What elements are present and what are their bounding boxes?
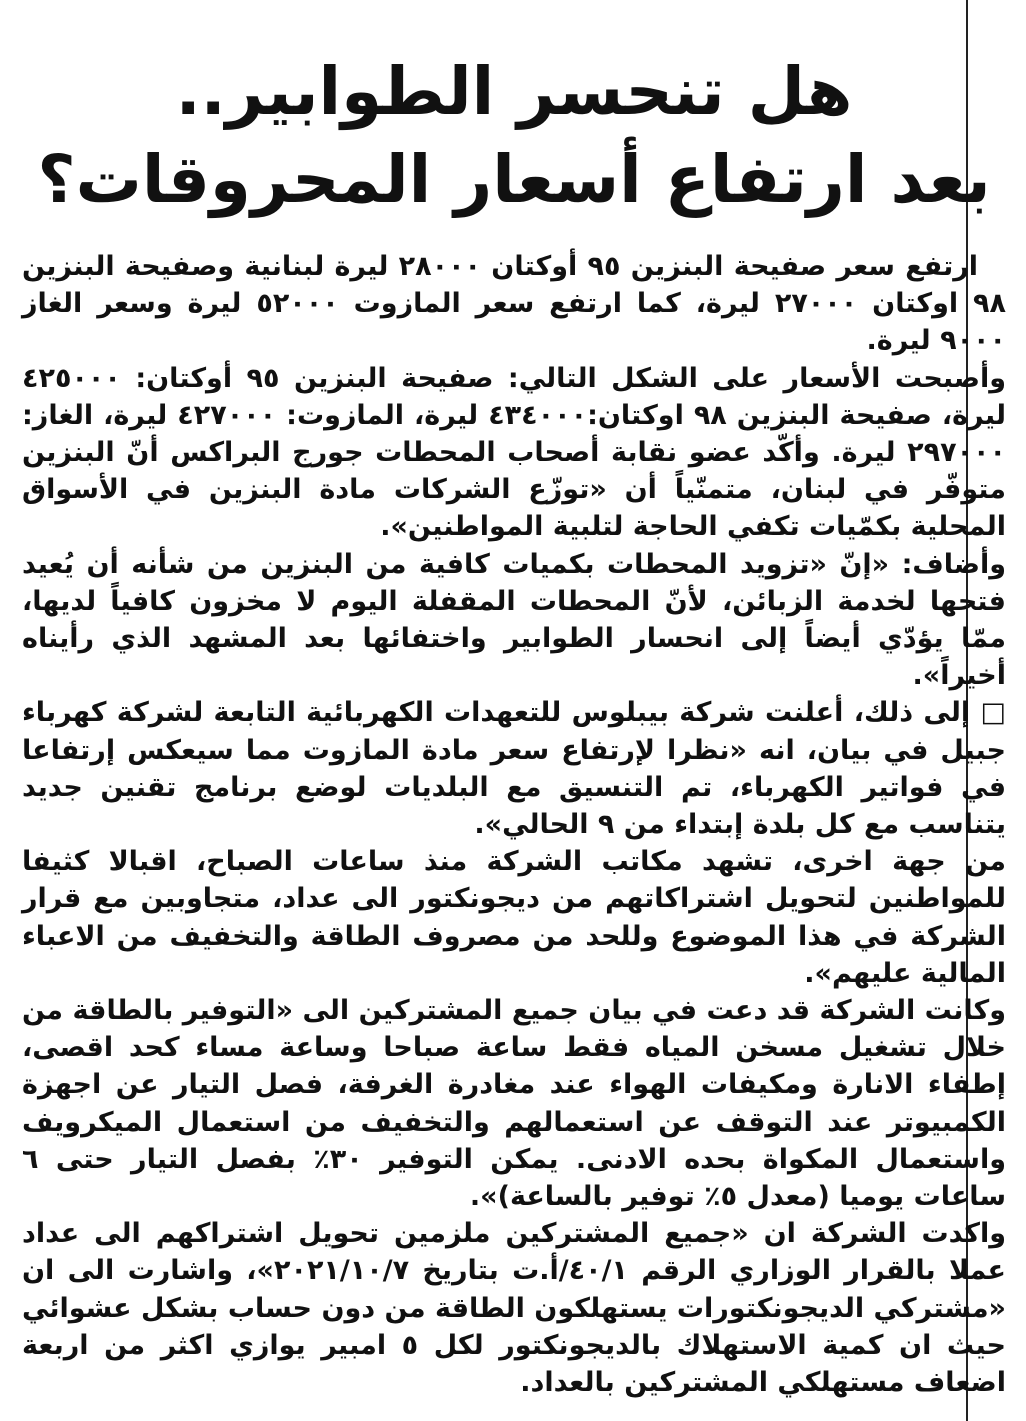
article-body xyxy=(22,248,1006,1401)
headline-line-1: هل تنحسر الطوابير.. xyxy=(175,53,853,130)
paragraph-6: وكانت الشركة قد دعت في بيان جميع المشتركين الى «التوفير بالطاقة من خلال تشغيل مسخن المياه فقط ساعة صباحا وساعة مساء كحد اقصى، إطفاء الانارة ومكيفات الهواء عند مغادرة الغرفة، فصل التيار عن اجهزة الكمبيوتر عند التوقف عن استعمالهم والتخفيف من استعمال الميكرويف واستعمال المكواة بحده الادنى. يمكن التوفير ٣٠٪ بفصل التيار حتى ٦ ساعات يوميا (معدل ٥٪ توفير بالساعة)». xyxy=(22,995,1006,1213)
paragraph-1: ارتفع سعر صفيحة البنزين ٩٥ أوكتان ٢٨٠٠٠ ليرة لبنانية وصفيحة البنزين ٩٨ اوكتان ٢٧٠٠٠ ليرة، كما ارتفع سعر المازوت ٥٢٠٠٠ ليرة وسعر الغاز ٩٠٠٠ ليرة. xyxy=(22,251,1006,357)
article xyxy=(22,48,1006,1401)
headline-line-2: بعد ارتفاع أسعار المحروقات؟ xyxy=(37,141,991,218)
paragraph-2: وأصبحت الأسعار على الشكل التالي: صفيحة البنزين ٩٥ أوكتان: ٤٢٥٠٠٠ ليرة، صفيحة البنزين ٩٨ اوكتان:٤٣٤٠٠٠ ليرة، المازوت: ٤٢٧٠٠٠ ليرة، الغاز: ٢٩٧٠٠٠ ليرة. وأكّد عضو نقابة أصحاب المحطات جورج البراكس أنّ البنزين متوفّر في لبنان، متمنّياً أن «توزّع الشركات مادة البنزين في الأسواق المحلية بكمّيات تكفي الحاجة لتلبية المواطنين». xyxy=(22,362,1007,543)
paragraph-5: من جهة اخرى، تشهد مكاتب الشركة منذ ساعات الصباح، اقبالا كثيفا للمواطنين لتحويل اشتراكاتهم من ديجونكتور الى عداد، متجاوبين مع قرار الشركة في هذا الموضوع وللحد من مصروف الطاقة والتخفيف من الاعباء المالية عليهم». xyxy=(22,846,1006,989)
headline xyxy=(22,48,1006,224)
paragraph-3: وأضاف: «إنّ «تزويد المحطات بكميات كافية من البنزين من شأنه أن يُعيد فتحها لخدمة الزبائن، لأنّ المحطات المقفلة اليوم لا مخزون كافياً لديها، ممّا يؤدّي أيضاً إلى انحسار الطوابير واختفائها بعد المشهد الذي رأيناه أخيراً». xyxy=(22,548,1006,692)
paragraph-4: □ إلى ذلك، أعلنت شركة بيبلوس للتعهدات الكهربائية التابعة لشركة كهرباء جبيل في بيان، انه «نظرا لإرتفاع سعر مادة المازوت مما سيعكس إرتفاعا في فواتير الكهرباء، تم التنسيق مع البلديات لوضع برنامج تقنين جديد يتناسب مع كل بلدة إبتداء من ٩ الحالي». xyxy=(22,697,1006,841)
paragraph-7: واكدت الشركة ان «جميع المشتركين ملزمين تحويل اشتراكهم الى عداد عملا بالقرار الوزاري الرقم ٤٠/١/أ.ت بتاريخ ٢٠٢١/١٠/٧»، واشارت الى ان «مشتركي الديجونكتورات يستهلكون الطاقة من دون حساب بشكل عشوائي حيث ان كمية الاستهلاك بالديجونكتور لكل ٥ امبير يوازي اكثر من اربعة اضعاف مستهلكي المشتركين بالعداد. xyxy=(22,1218,1007,1399)
